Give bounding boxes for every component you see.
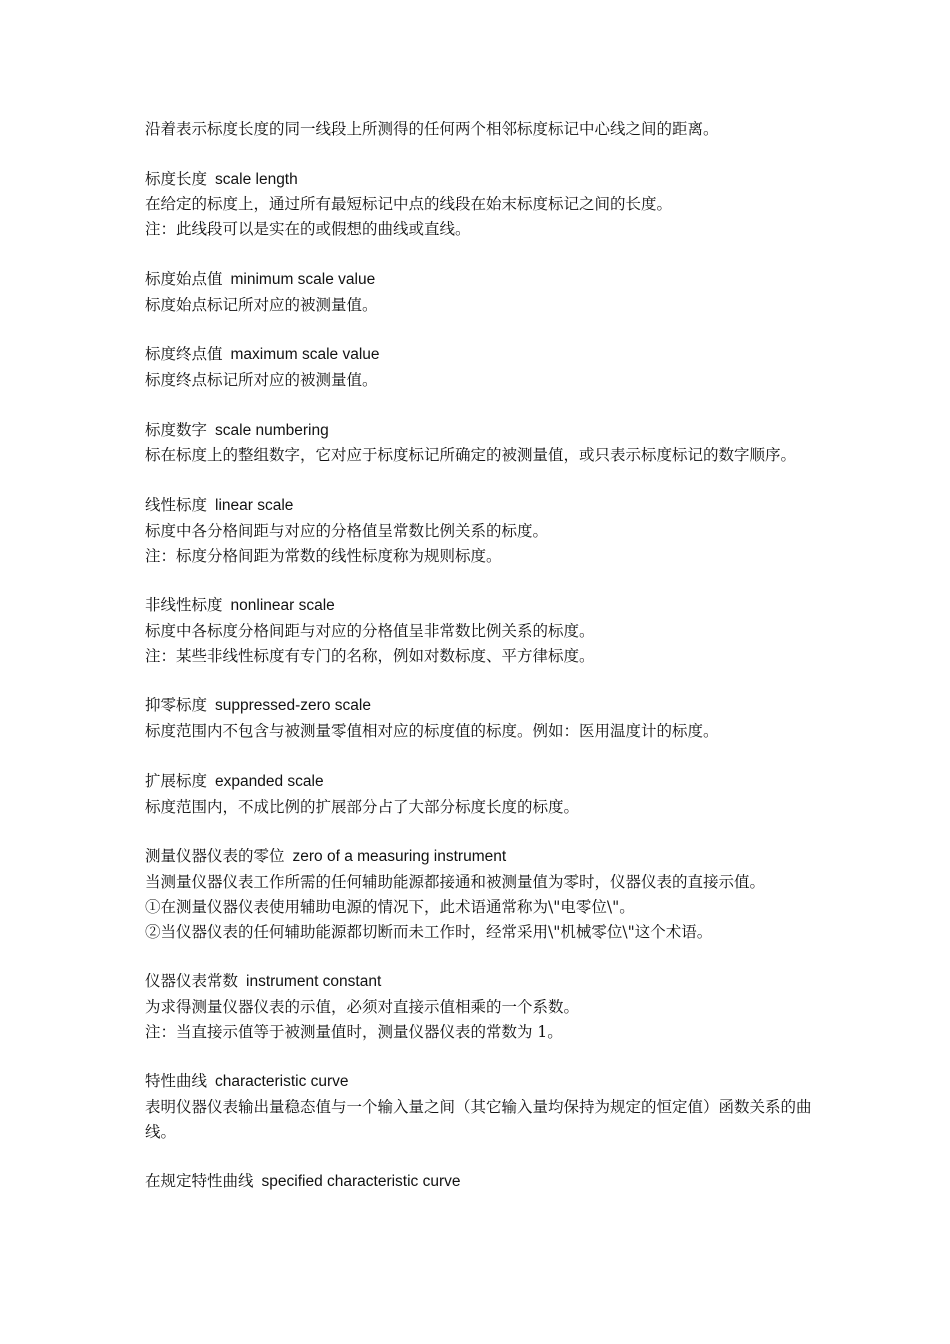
term-chinese: 抑零标度 (145, 696, 208, 715)
term-english: nonlinear scale (230, 597, 335, 615)
term-english: zero of a measuring instrument (292, 848, 507, 866)
term-heading (145, 267, 815, 293)
definition-line: 标度范围内，不成比例的扩展部分占了大部分标度长度的标度。 (145, 797, 580, 816)
note-line: ①在测量仪器仪表使用辅助电源的情况下，此术语通常称为\"电零位\"。 (145, 897, 635, 916)
term-heading (145, 1069, 815, 1095)
term-chinese: 标度长度 (145, 169, 208, 188)
term-chinese: 标度终点值 (145, 345, 223, 364)
definition-line: 标度范围内不包含与被测量零值相对应的标度值的标度。例如：医用温度计的标度。 (145, 722, 719, 741)
definition-line: 标在标度上的整组数字，它对应于标度标记所确定的被测量值，或只表示标度标记的数字顺序。 (145, 446, 797, 465)
note-line: 注：某些非线性标度有专门的名称，例如对数标度、平方律标度。 (145, 646, 595, 665)
note-line: ②当仪器仪表的任何辅助能源都切断而未工作时，经常采用\"机械零位\"这个术语。 (145, 922, 713, 941)
term-heading (145, 844, 815, 870)
term-chinese: 标度数字 (145, 420, 208, 439)
term-english: suppressed-zero scale (215, 697, 371, 715)
definition-line: 标度始点标记所对应的被测量值。 (145, 295, 378, 314)
term-chinese: 扩展标度 (145, 771, 208, 790)
term-english: specified characteristic curve (261, 1173, 461, 1191)
term-entry (145, 342, 815, 393)
term-english: linear scale (215, 496, 294, 514)
note-line: 注：标度分格间距为常数的线性标度称为规则标度。 (145, 546, 502, 565)
term-english: minimum scale value (230, 270, 376, 288)
definition-line: 在给定的标度上，通过所有最短标记中点的线段在始末标度标记之间的长度。 (145, 195, 673, 214)
definition-line: 标度中各分格间距与对应的分格值呈常数比例关系的标度。 (145, 521, 549, 540)
term-chinese: 标度始点值 (145, 269, 223, 288)
term-english: instrument constant (246, 973, 382, 991)
term-english: scale length (215, 170, 298, 188)
term-entry (145, 593, 815, 668)
term-entry (145, 418, 815, 469)
term-chinese: 在规定特性曲线 (145, 1172, 254, 1191)
term-english: maximum scale value (230, 346, 380, 364)
intro-block (145, 117, 815, 142)
term-chinese: 测量仪器仪表的零位 (145, 847, 285, 866)
term-chinese: 仪器仪表常数 (145, 972, 239, 991)
document-page (145, 117, 815, 1195)
term-heading (145, 342, 815, 368)
note-line: 注：当直接示值等于被测量值时，测量仪器仪表的常数为 1。 (145, 1022, 563, 1041)
definition-line: 当测量仪器仪表工作所需的任何辅助能源都接通和被测量值为零时，仪器仪表的直接示值。 (145, 872, 766, 891)
term-chinese: 特性曲线 (145, 1072, 208, 1091)
term-heading (145, 969, 815, 995)
term-entry (145, 844, 815, 944)
term-chinese: 线性标度 (145, 495, 208, 514)
note-line: 注：此线段可以是实在的或假想的曲线或直线。 (145, 220, 471, 239)
term-english: scale numbering (215, 421, 329, 439)
term-heading (145, 167, 815, 193)
term-entry (145, 493, 815, 568)
term-entry (145, 167, 815, 242)
term-heading (145, 1169, 815, 1195)
term-entry (145, 267, 815, 318)
term-entry (145, 1169, 815, 1195)
term-english: expanded scale (215, 772, 324, 790)
term-heading (145, 593, 815, 619)
term-entry (145, 769, 815, 820)
term-chinese: 非线性标度 (145, 596, 223, 615)
intro-paragraph: 沿着表示标度长度的同一线段上所测得的任何两个相邻标度标记中心线之间的距离。 (145, 120, 719, 138)
term-entry (145, 693, 815, 744)
term-entry (145, 969, 815, 1044)
definition-line: 标度中各标度分格间距与对应的分格值呈非常数比例关系的标度。 (145, 621, 595, 640)
term-english: characteristic curve (215, 1073, 349, 1091)
definition-line: 表明仪器仪表输出量稳态值与一个输入量之间（其它输入量均保持为规定的恒定值）函数关系的曲线。 (145, 1098, 812, 1141)
term-entry (145, 1069, 815, 1144)
term-heading (145, 693, 815, 719)
definition-line: 为求得测量仪器仪表的示值，必须对直接示值相乘的一个系数。 (145, 997, 580, 1016)
term-heading (145, 418, 815, 444)
term-heading (145, 493, 815, 519)
term-heading (145, 769, 815, 795)
definition-line: 标度终点标记所对应的被测量值。 (145, 370, 378, 389)
